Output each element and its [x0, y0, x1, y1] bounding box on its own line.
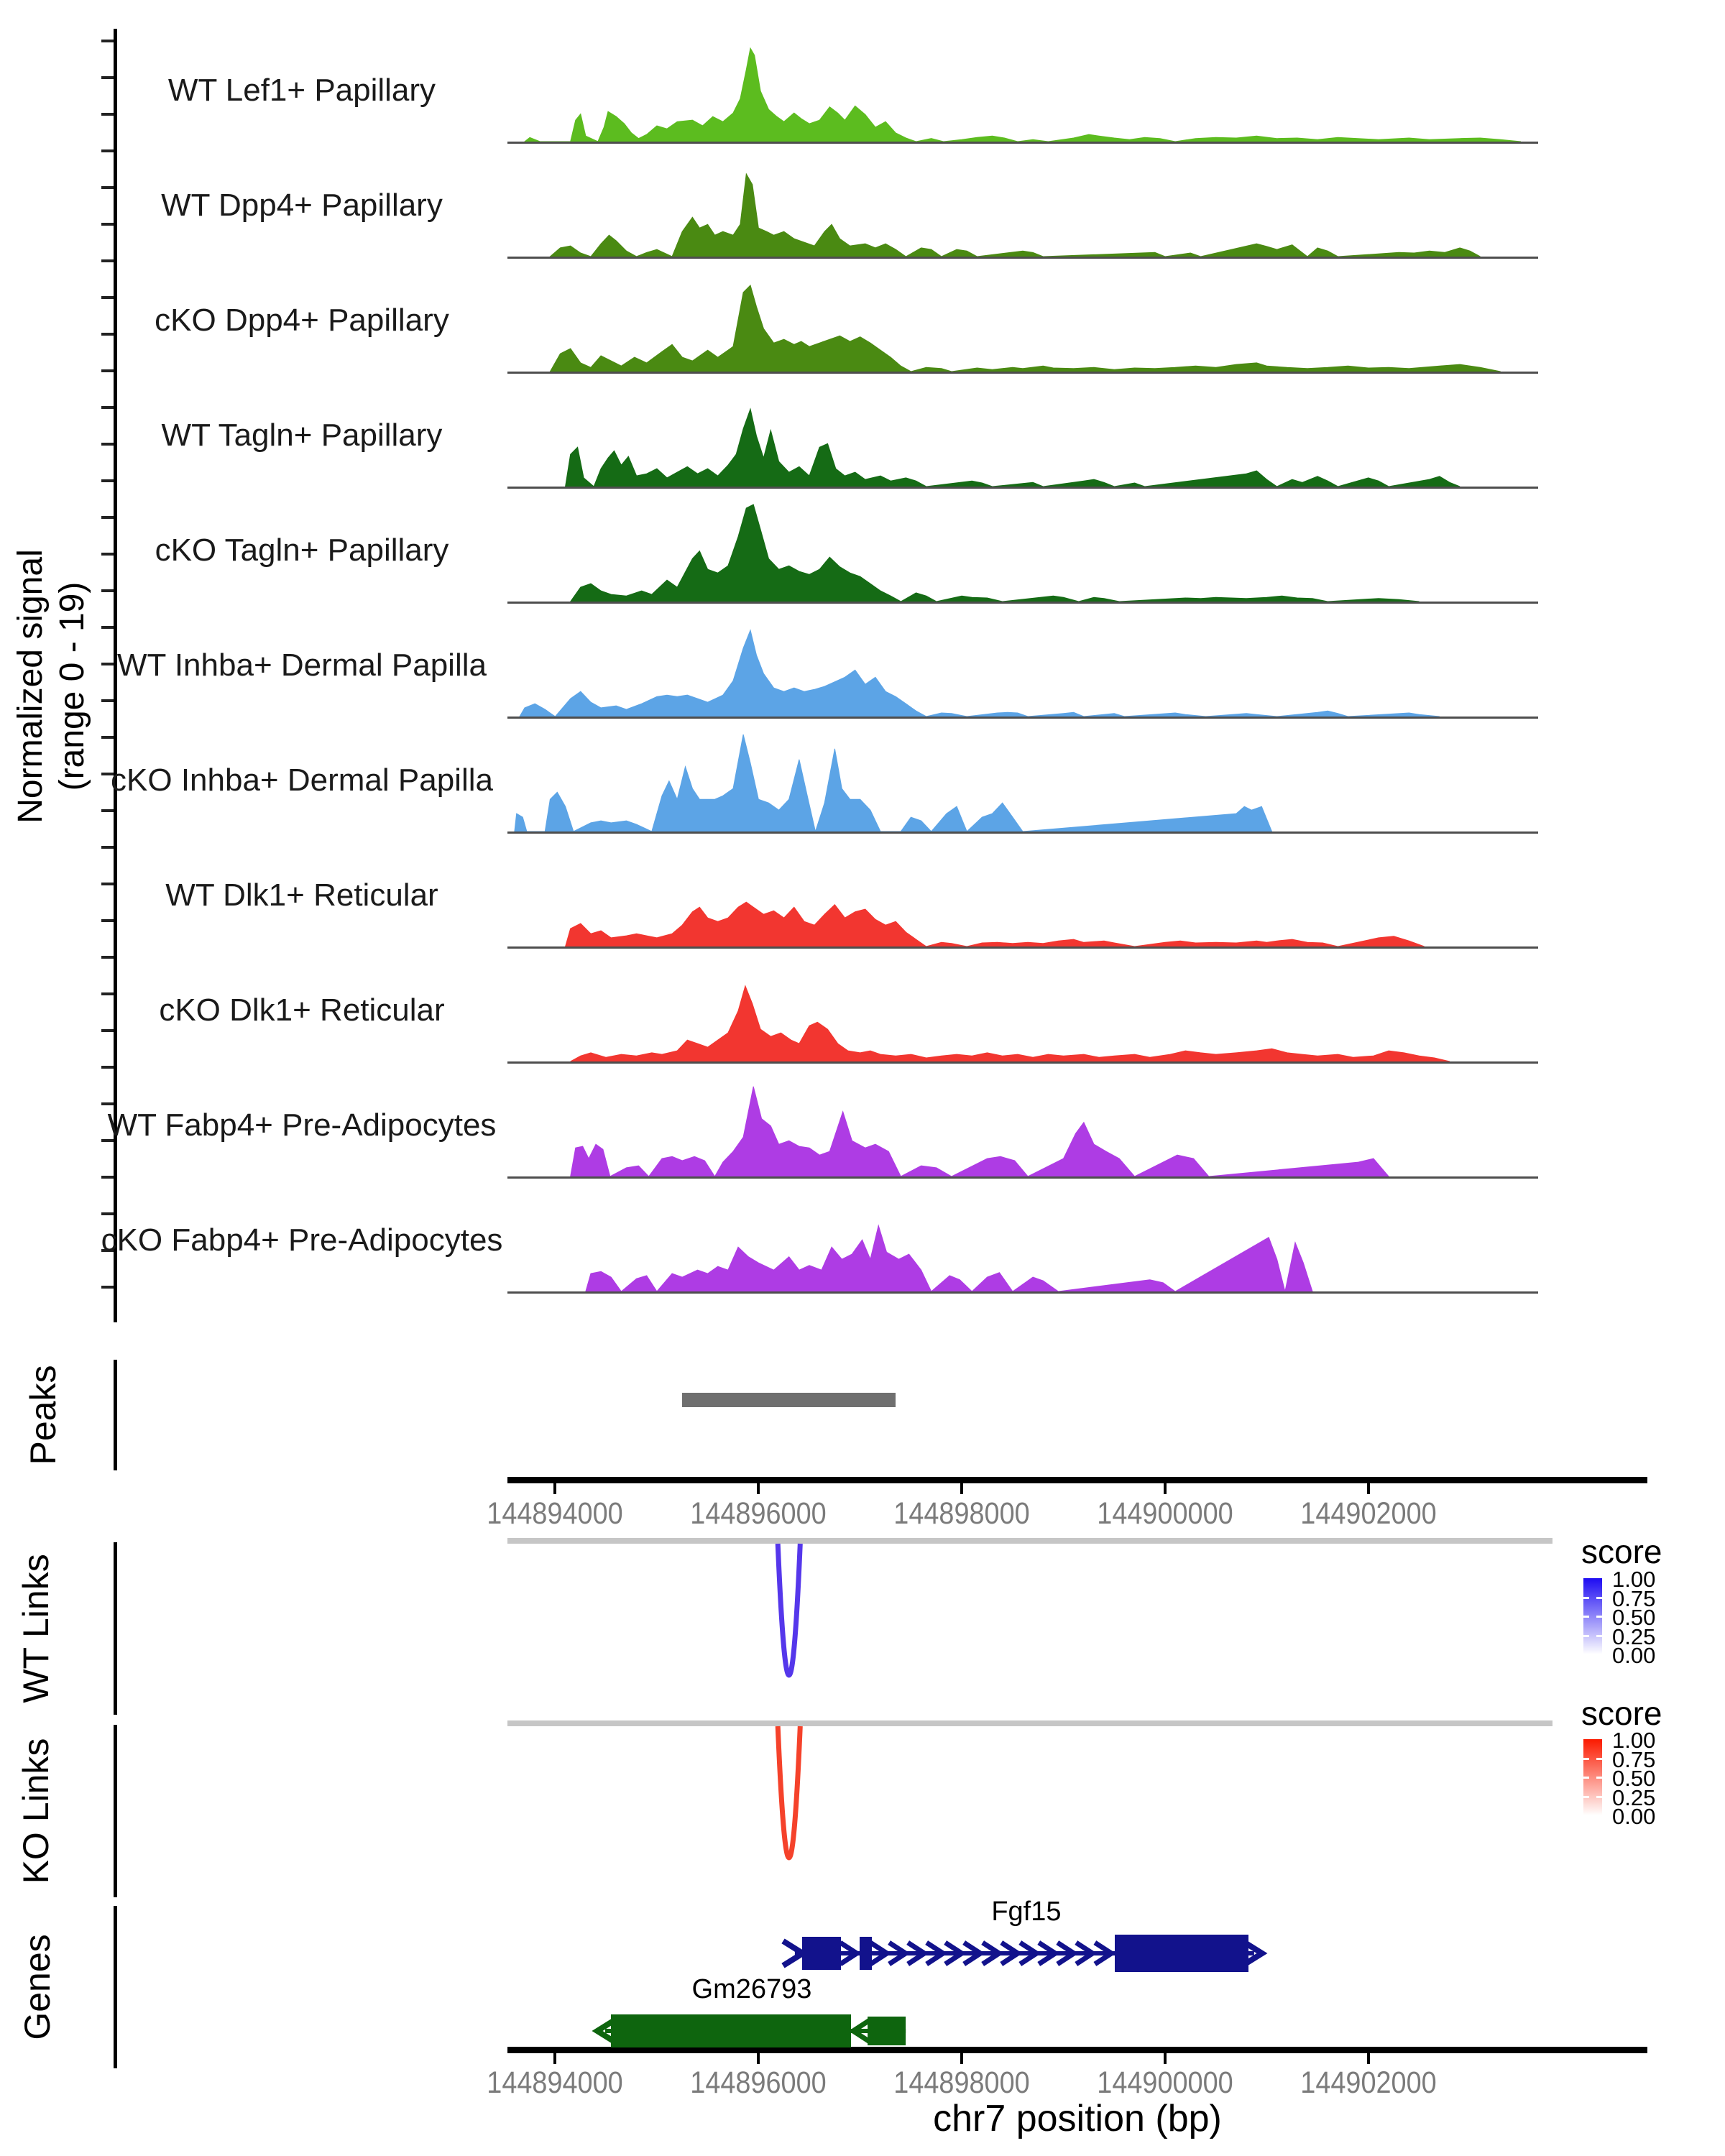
gene-name-label: Gm26793 — [691, 1974, 812, 2004]
gene-model-gm26793 — [597, 1974, 906, 2047]
track-signal-area — [507, 155, 1538, 257]
signal-y-axis-tick — [101, 40, 114, 42]
score-legend-bar-tick — [1583, 1616, 1589, 1618]
signal-y-axis-tick — [101, 919, 114, 922]
track-signal-area — [507, 1074, 1538, 1176]
track-baseline — [507, 487, 1538, 489]
strand-chevron-icon — [597, 2020, 615, 2042]
ko-links-axis-line — [114, 1725, 117, 1897]
x-axis-tick — [1367, 1483, 1370, 1494]
score-legend-tick-label: 1.00 — [1612, 1567, 1656, 1592]
signal-y-axis-tick — [101, 956, 114, 959]
strand-chevron-icon — [1059, 1944, 1074, 1963]
gene-exon — [868, 2017, 906, 2045]
gene-exon — [860, 1937, 872, 1970]
ko-score-legend-title: score — [1581, 1695, 1662, 1732]
strand-chevron-icon — [842, 1944, 857, 1963]
wt-links-axis-line — [114, 1542, 117, 1715]
x-axis-tick-label: 144900000 — [1097, 1496, 1233, 1531]
y-axis-title-line2: (range 0 - 19) — [53, 581, 91, 791]
track-baseline — [507, 946, 1538, 949]
strand-chevron-icon — [873, 1944, 887, 1963]
gene-exon — [1115, 1935, 1248, 1972]
track-label: WT Fabp4+ Pre-Adipocytes — [107, 1107, 497, 1143]
score-legend-tick-label: 0.25 — [1612, 1784, 1656, 1810]
x-axis-tick — [553, 1483, 556, 1494]
x-axis-tick — [1164, 2053, 1167, 2064]
score-legend-bar-tick — [1596, 1777, 1602, 1779]
track-label: WT Tagln+ Papillary — [161, 418, 443, 453]
track-signal-area — [507, 1189, 1538, 1291]
ko-links-baseline — [507, 1720, 1552, 1726]
signal-polygon — [515, 734, 1272, 831]
signal-polygon — [571, 1087, 1389, 1176]
track-signal-area — [507, 959, 1538, 1061]
strand-chevron-icon — [1097, 1944, 1111, 1963]
signal-y-axis-tick — [101, 113, 114, 116]
upper-x-axis-line — [507, 1477, 1647, 1483]
track-baseline — [507, 142, 1538, 144]
score-legend-tick-label: 0.50 — [1612, 1605, 1656, 1630]
strand-chevron-icon — [1245, 1943, 1262, 1964]
ko-link-arc — [778, 1726, 800, 1858]
strand-chevron-icon — [891, 1944, 906, 1963]
track-label: cKO Inhba+ Dermal Papilla — [111, 763, 493, 798]
track-signal-area — [507, 270, 1538, 372]
strand-chevron-icon — [966, 1944, 980, 1963]
strand-chevron-icon — [1041, 1944, 1055, 1963]
signal-y-axis-tick — [101, 149, 114, 152]
signal-y-axis-tick — [101, 809, 114, 812]
track-baseline — [507, 372, 1538, 374]
strand-chevron-icon — [1078, 1944, 1092, 1963]
track-label: cKO Dpp4+ Papillary — [155, 303, 449, 338]
x-axis-tick — [757, 2053, 760, 2064]
x-axis-tick-label: 144894000 — [487, 1496, 624, 1531]
track-signal-area — [507, 614, 1538, 717]
track-label: WT Lef1+ Papillary — [167, 73, 436, 108]
x-axis-tick-label: 144898000 — [893, 2065, 1030, 2100]
signal-y-axis-tick — [101, 1102, 114, 1105]
track-signal-area — [507, 729, 1538, 831]
strand-chevron-icon — [1003, 1944, 1018, 1963]
signal-polygon — [525, 48, 1521, 142]
strand-chevron-icon — [929, 1944, 943, 1963]
score-legend-bar-tick — [1596, 1597, 1602, 1599]
wt-link-arc — [778, 1544, 800, 1675]
lower-x-axis-line — [507, 2047, 1647, 2053]
track-label: cKO Dlk1+ Reticular — [159, 992, 445, 1028]
score-legend-tick-label: 1.00 — [1612, 1728, 1656, 1753]
signal-y-axis-tick — [101, 516, 114, 519]
track-label: WT Inhba+ Dermal Papilla — [117, 648, 487, 683]
signal-polygon — [571, 505, 1420, 602]
wt-links-section-label: WT Links — [16, 1554, 56, 1703]
x-axis-tick-label: 144894000 — [487, 2065, 624, 2100]
signal-y-axis-tick — [101, 1066, 114, 1069]
signal-y-axis-tick — [101, 406, 114, 409]
track-label: WT Dpp4+ Papillary — [161, 188, 443, 223]
track-baseline — [507, 602, 1538, 604]
score-legend-bar-tick — [1583, 1777, 1589, 1779]
signal-polygon — [586, 1225, 1312, 1291]
signal-y-axis-tick — [101, 259, 114, 262]
score-legend-tick-label: 0.50 — [1612, 1766, 1656, 1791]
track-label: cKO Fabp4+ Pre-Adipocytes — [101, 1222, 503, 1258]
score-legend-bar-tick — [1583, 1796, 1589, 1798]
peaks-axis-line — [114, 1360, 117, 1470]
signal-y-axis-tick — [101, 1286, 114, 1289]
signal-polygon — [571, 986, 1450, 1061]
score-legend-bar-tick — [1596, 1758, 1602, 1760]
signal-y-axis-tick — [101, 369, 114, 372]
track-signal-area — [507, 40, 1538, 142]
score-legend-bar-tick — [1583, 1597, 1589, 1599]
score-legend-bar-tick — [1583, 1635, 1589, 1637]
genes-section-label: Genes — [17, 1934, 58, 2040]
signal-polygon — [566, 902, 1425, 946]
strand-chevron-icon — [786, 1943, 803, 1964]
track-baseline — [507, 1291, 1538, 1294]
track-baseline — [507, 257, 1538, 259]
x-axis-tick — [757, 1483, 760, 1494]
ko-links-section-label: KO Links — [16, 1738, 56, 1884]
x-axis-tick-label: 144896000 — [690, 1496, 827, 1531]
x-axis-tick-label: 144898000 — [893, 1496, 1030, 1531]
signal-y-axis-tick — [101, 589, 114, 592]
x-axis-tick — [553, 2053, 556, 2064]
strand-chevron-icon — [1022, 1944, 1036, 1963]
score-legend-bar-tick — [1583, 1758, 1589, 1760]
peaks-section-label: Peaks — [23, 1365, 63, 1465]
x-axis-tick — [1367, 2053, 1370, 2064]
strand-chevron-icon — [985, 1944, 999, 1963]
strand-chevron-icon — [910, 1944, 924, 1963]
score-legend-bar-tick — [1596, 1616, 1602, 1618]
x-axis-tick-label: 144896000 — [690, 2065, 827, 2100]
peak-bar — [682, 1393, 896, 1407]
genes-axis-line — [114, 1906, 117, 2068]
x-axis-tick-label: 144900000 — [1097, 2065, 1233, 2100]
gene-exon — [611, 2014, 851, 2047]
score-legend-bar-tick — [1596, 1796, 1602, 1798]
signal-y-axis-tick — [101, 626, 114, 629]
signal-polygon — [550, 174, 1480, 257]
signal-polygon — [566, 409, 1460, 487]
score-legend-tick-label: 0.75 — [1612, 1746, 1656, 1772]
track-signal-area — [507, 499, 1538, 602]
x-axis-tick-label: 144902000 — [1300, 2065, 1437, 2100]
wt-score-legend-title: score — [1581, 1533, 1662, 1570]
signal-y-axis-tick — [101, 479, 114, 482]
signal-y-axis-tick — [101, 1212, 114, 1215]
track-baseline — [507, 717, 1538, 719]
gene-model-fgf15 — [786, 1897, 1262, 1972]
track-baseline — [507, 1176, 1538, 1179]
signal-y-axis-tick — [101, 699, 114, 702]
wt-links-baseline — [507, 1538, 1552, 1544]
track-signal-area — [507, 384, 1538, 487]
track-baseline — [507, 1061, 1538, 1064]
gene-name-label: Fgf15 — [991, 1897, 1062, 1927]
x-axis-tick — [960, 1483, 963, 1494]
track-signal-area — [507, 844, 1538, 946]
score-legend-tick-label: 0.00 — [1612, 1804, 1656, 1829]
y-axis-title-line1: Normalized signal — [12, 549, 50, 824]
track-baseline — [507, 831, 1538, 834]
score-legend-bar-tick — [1596, 1635, 1602, 1637]
x-axis-tick-label: 144902000 — [1300, 1496, 1437, 1531]
track-label: cKO Tagln+ Papillary — [155, 533, 449, 568]
score-legend-tick-label: 0.75 — [1612, 1585, 1656, 1611]
score-legend-tick-label: 0.00 — [1612, 1643, 1656, 1668]
y-axis-title — [10, 549, 93, 824]
score-legend-tick-label: 0.25 — [1612, 1623, 1656, 1649]
gene-exon — [802, 1937, 841, 1970]
signal-y-axis-tick — [101, 1029, 114, 1032]
signal-y-axis-tick — [101, 296, 114, 299]
signal-polygon — [550, 285, 1500, 372]
x-axis-title: chr7 position (bp) — [933, 2098, 1222, 2139]
signal-polygon — [520, 630, 1440, 717]
x-axis-tick — [960, 2053, 963, 2064]
signal-y-axis-tick — [101, 1176, 114, 1179]
x-axis-tick — [1164, 1483, 1167, 1494]
signal-y-axis-tick — [101, 846, 114, 849]
strand-chevron-icon — [947, 1944, 962, 1963]
signal-y-axis-tick — [101, 736, 114, 739]
track-label: WT Dlk1+ Reticular — [165, 877, 438, 913]
strand-chevron-icon — [853, 2022, 868, 2040]
